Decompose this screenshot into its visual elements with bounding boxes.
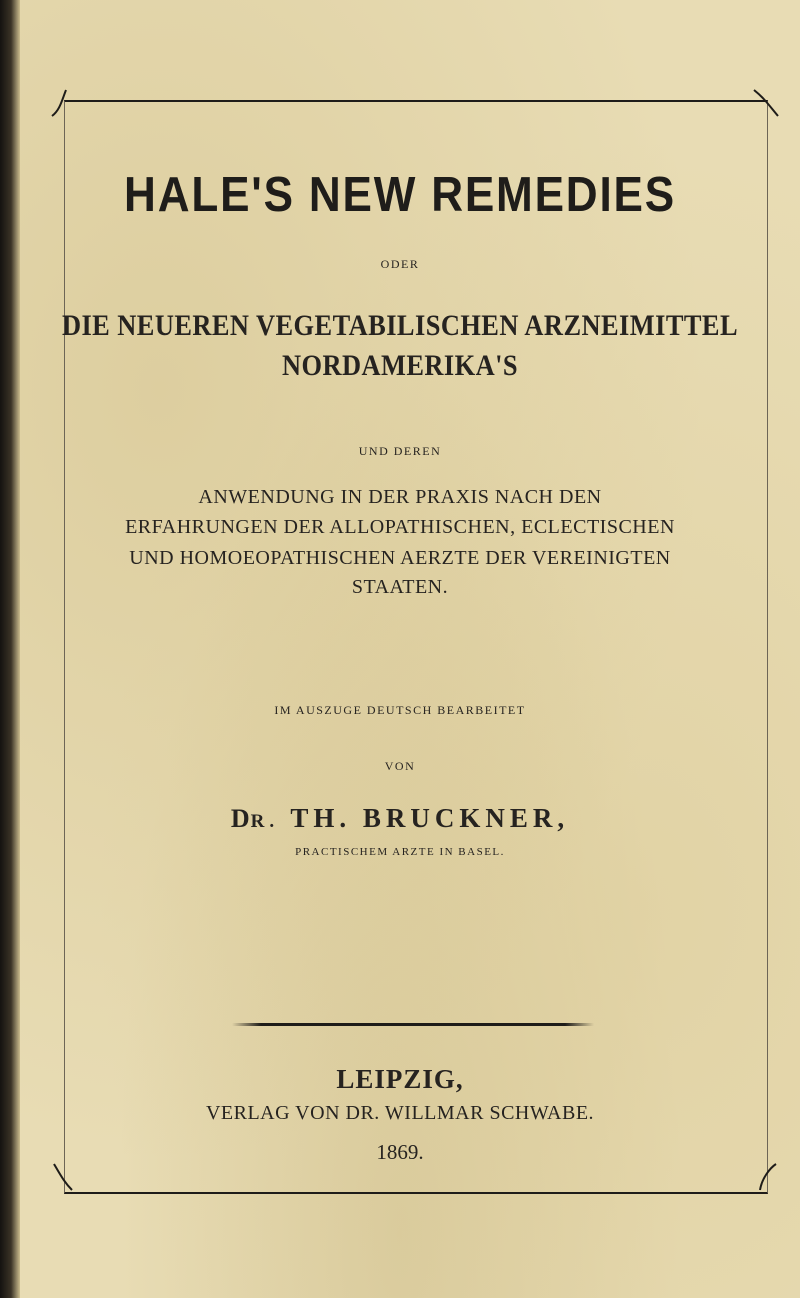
author-name: TH. BRUCKNER,	[290, 803, 570, 833]
subtitle-line-2: NORDAMERIKA'S	[281, 349, 519, 382]
connector-und-deren: UND DEREN	[358, 444, 442, 458]
author-line	[0, 803, 800, 834]
publication-city: LEIPZIG,	[336, 1064, 464, 1094]
book-title: HALE'S NEW REMEDIES	[124, 168, 676, 222]
author-prefix-rest: R.	[250, 811, 280, 832]
description-line-4: STAATEN.	[351, 576, 449, 598]
author-prefix-initial: D	[230, 804, 251, 833]
frame-corner-bottom-left	[52, 1162, 82, 1192]
description-line-2: ERFAHRUNGEN DER ALLOPATHISCHEN, ECLECTISCHEN	[125, 516, 675, 538]
publisher: VERLAG VON DR. WILLMAR SCHWABE.	[205, 1102, 595, 1124]
author-role: PRACTISCHEM ARZTE IN BASEL.	[295, 846, 505, 858]
decorative-rule	[232, 1023, 594, 1026]
publication-year: 1869.	[376, 1140, 424, 1164]
description-line-1: ANWENDUNG IN DER PRAXIS NACH DEN	[198, 486, 602, 508]
frame-corner-top-right	[750, 88, 780, 118]
frame-corner-top-left	[50, 88, 80, 118]
connector-von: VON	[384, 759, 416, 773]
subtitle-line-1: DIE NEUEREN VEGETABILISCHEN ARZNEIMITTEL	[61, 309, 739, 342]
connector-oder: ODER	[380, 257, 420, 271]
description-line-3: UND HOMOEOPATHISCHEN AERZTE DER VEREINIGTEN	[129, 547, 671, 569]
frame-corner-bottom-right	[748, 1162, 778, 1192]
editor-note: IM AUSZUGE DEUTSCH BEARBEITET	[274, 703, 526, 717]
